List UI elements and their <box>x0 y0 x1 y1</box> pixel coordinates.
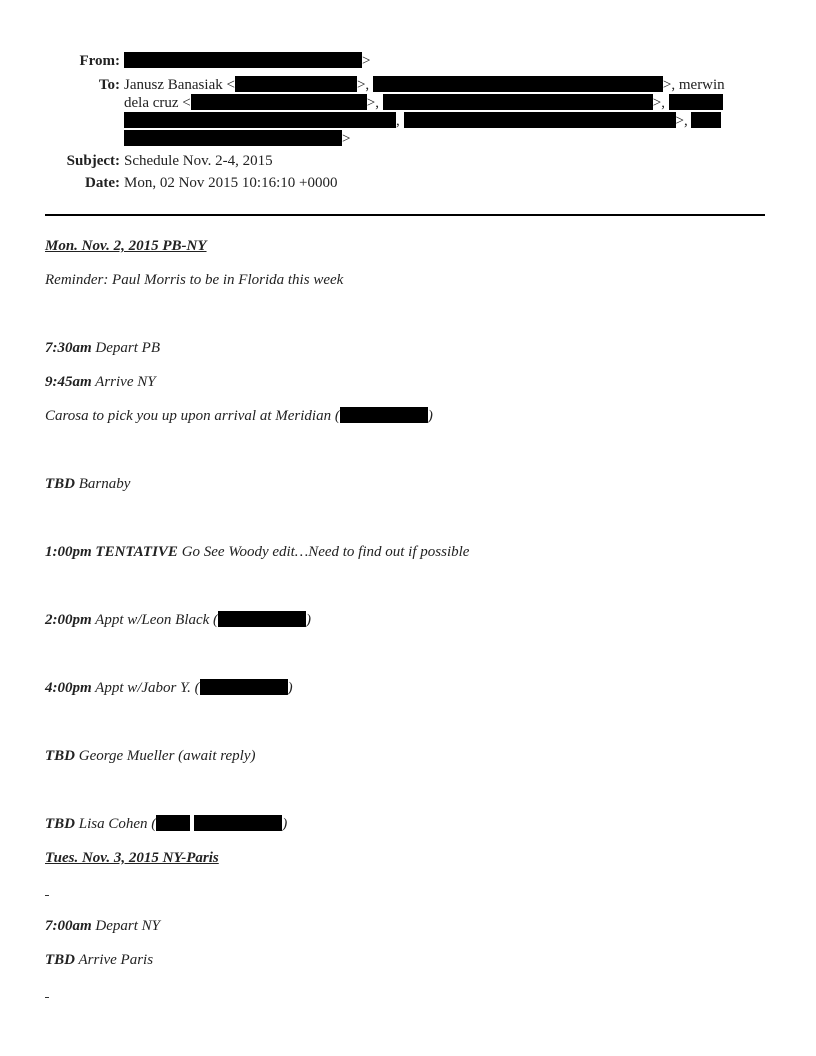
redaction-box <box>124 130 342 146</box>
separator: >, <box>652 95 669 111</box>
schedule-item <box>45 474 130 494</box>
schedule-item <box>45 678 293 698</box>
close-paren: ) <box>306 612 312 628</box>
item-text: Go See Woody edit…Need to find out if possible <box>177 544 470 560</box>
day-heading-text: Mon. Nov. 2, 2015 PB-NY <box>45 238 207 254</box>
to-label: To: <box>98 77 120 93</box>
redaction-box <box>191 94 367 110</box>
to-recipient-merwin: >, merwin <box>662 77 725 93</box>
item-text: Arrive NY <box>91 374 156 390</box>
item-text: Appt w/Jabor Y. ( <box>91 680 200 696</box>
separator: >, <box>356 77 373 93</box>
redaction-box <box>200 679 288 695</box>
item-text: Depart NY <box>91 918 161 934</box>
separator: > <box>342 131 351 147</box>
to-line-2 <box>124 94 764 112</box>
to-recipient-name: Janusz Banasiak < <box>124 77 235 93</box>
redaction-box <box>373 76 663 92</box>
close-paren: ) <box>282 816 288 832</box>
redaction-box <box>156 815 190 831</box>
close-paren: ) <box>287 680 293 696</box>
item-time: 2:00pm <box>45 612 92 628</box>
redaction-box <box>383 94 653 110</box>
redaction-box <box>124 52 362 68</box>
redaction-box <box>691 112 721 128</box>
close-paren: ) <box>427 408 433 424</box>
to-line-4 <box>124 130 764 148</box>
item-text: Depart PB <box>91 340 160 356</box>
item-text: Barnaby <box>75 476 131 492</box>
day-heading <box>45 236 207 256</box>
item-text: Lisa Cohen ( <box>75 816 157 832</box>
item-time: 1:00pm TENTATIVE <box>45 544 178 560</box>
redaction-box <box>194 815 282 831</box>
schedule-item <box>45 406 433 426</box>
schedule-item <box>45 542 469 562</box>
item-text: Carosa to pick you up upon arrival at Meridian ( <box>45 408 340 424</box>
item-time: TBD <box>45 748 75 764</box>
separator: >, <box>366 95 383 111</box>
day-heading-text: Tues. Nov. 3, 2015 NY-Paris <box>45 850 219 866</box>
schedule-item <box>45 610 311 630</box>
item-text: George Mueller (await reply) <box>75 748 256 764</box>
schedule-item <box>45 950 153 970</box>
underscore-mark <box>45 882 49 902</box>
to-value <box>124 76 764 148</box>
schedule-item <box>45 814 287 834</box>
redaction-box <box>218 611 306 627</box>
item-text: Appt w/Leon Black ( <box>91 612 219 628</box>
item-time: TBD <box>45 476 75 492</box>
redaction-box <box>404 112 676 128</box>
underscore-mark <box>45 887 49 896</box>
schedule-item <box>45 338 160 358</box>
from-label: From: <box>79 53 120 69</box>
redaction-box <box>669 94 723 110</box>
subject-label: Subject: <box>66 153 120 169</box>
item-time: 7:00am <box>45 918 92 934</box>
subject-value: Schedule Nov. 2-4, 2015 <box>124 153 273 169</box>
item-time: TBD <box>45 952 75 968</box>
item-time: 4:00pm <box>45 680 92 696</box>
separator: , <box>396 113 404 129</box>
schedule-item <box>45 746 256 766</box>
header-divider <box>45 214 765 216</box>
underscore-mark <box>45 989 49 998</box>
date-label: Date: <box>85 175 120 191</box>
date-value: Mon, 02 Nov 2015 10:16:10 +0000 <box>124 175 338 191</box>
from-value <box>124 52 764 70</box>
redaction-box <box>340 407 428 423</box>
schedule-item <box>45 916 160 936</box>
separator: >, <box>675 113 692 129</box>
from-suffix: > <box>362 53 371 69</box>
item-text: Arrive Paris <box>75 952 154 968</box>
item-time: 9:45am <box>45 374 92 390</box>
to-recipient-name: dela cruz < <box>124 95 191 111</box>
schedule-item <box>45 372 156 392</box>
redaction-box <box>124 112 396 128</box>
underscore-mark <box>45 984 49 1004</box>
reminder: Reminder: Paul Morris to be in Florida this week <box>45 272 344 288</box>
item-time: TBD <box>45 816 75 832</box>
day-heading <box>45 848 219 868</box>
item-time: 7:30am <box>45 340 92 356</box>
to-line-1 <box>124 76 764 94</box>
redaction-box <box>235 76 357 92</box>
to-line-3 <box>124 112 764 130</box>
